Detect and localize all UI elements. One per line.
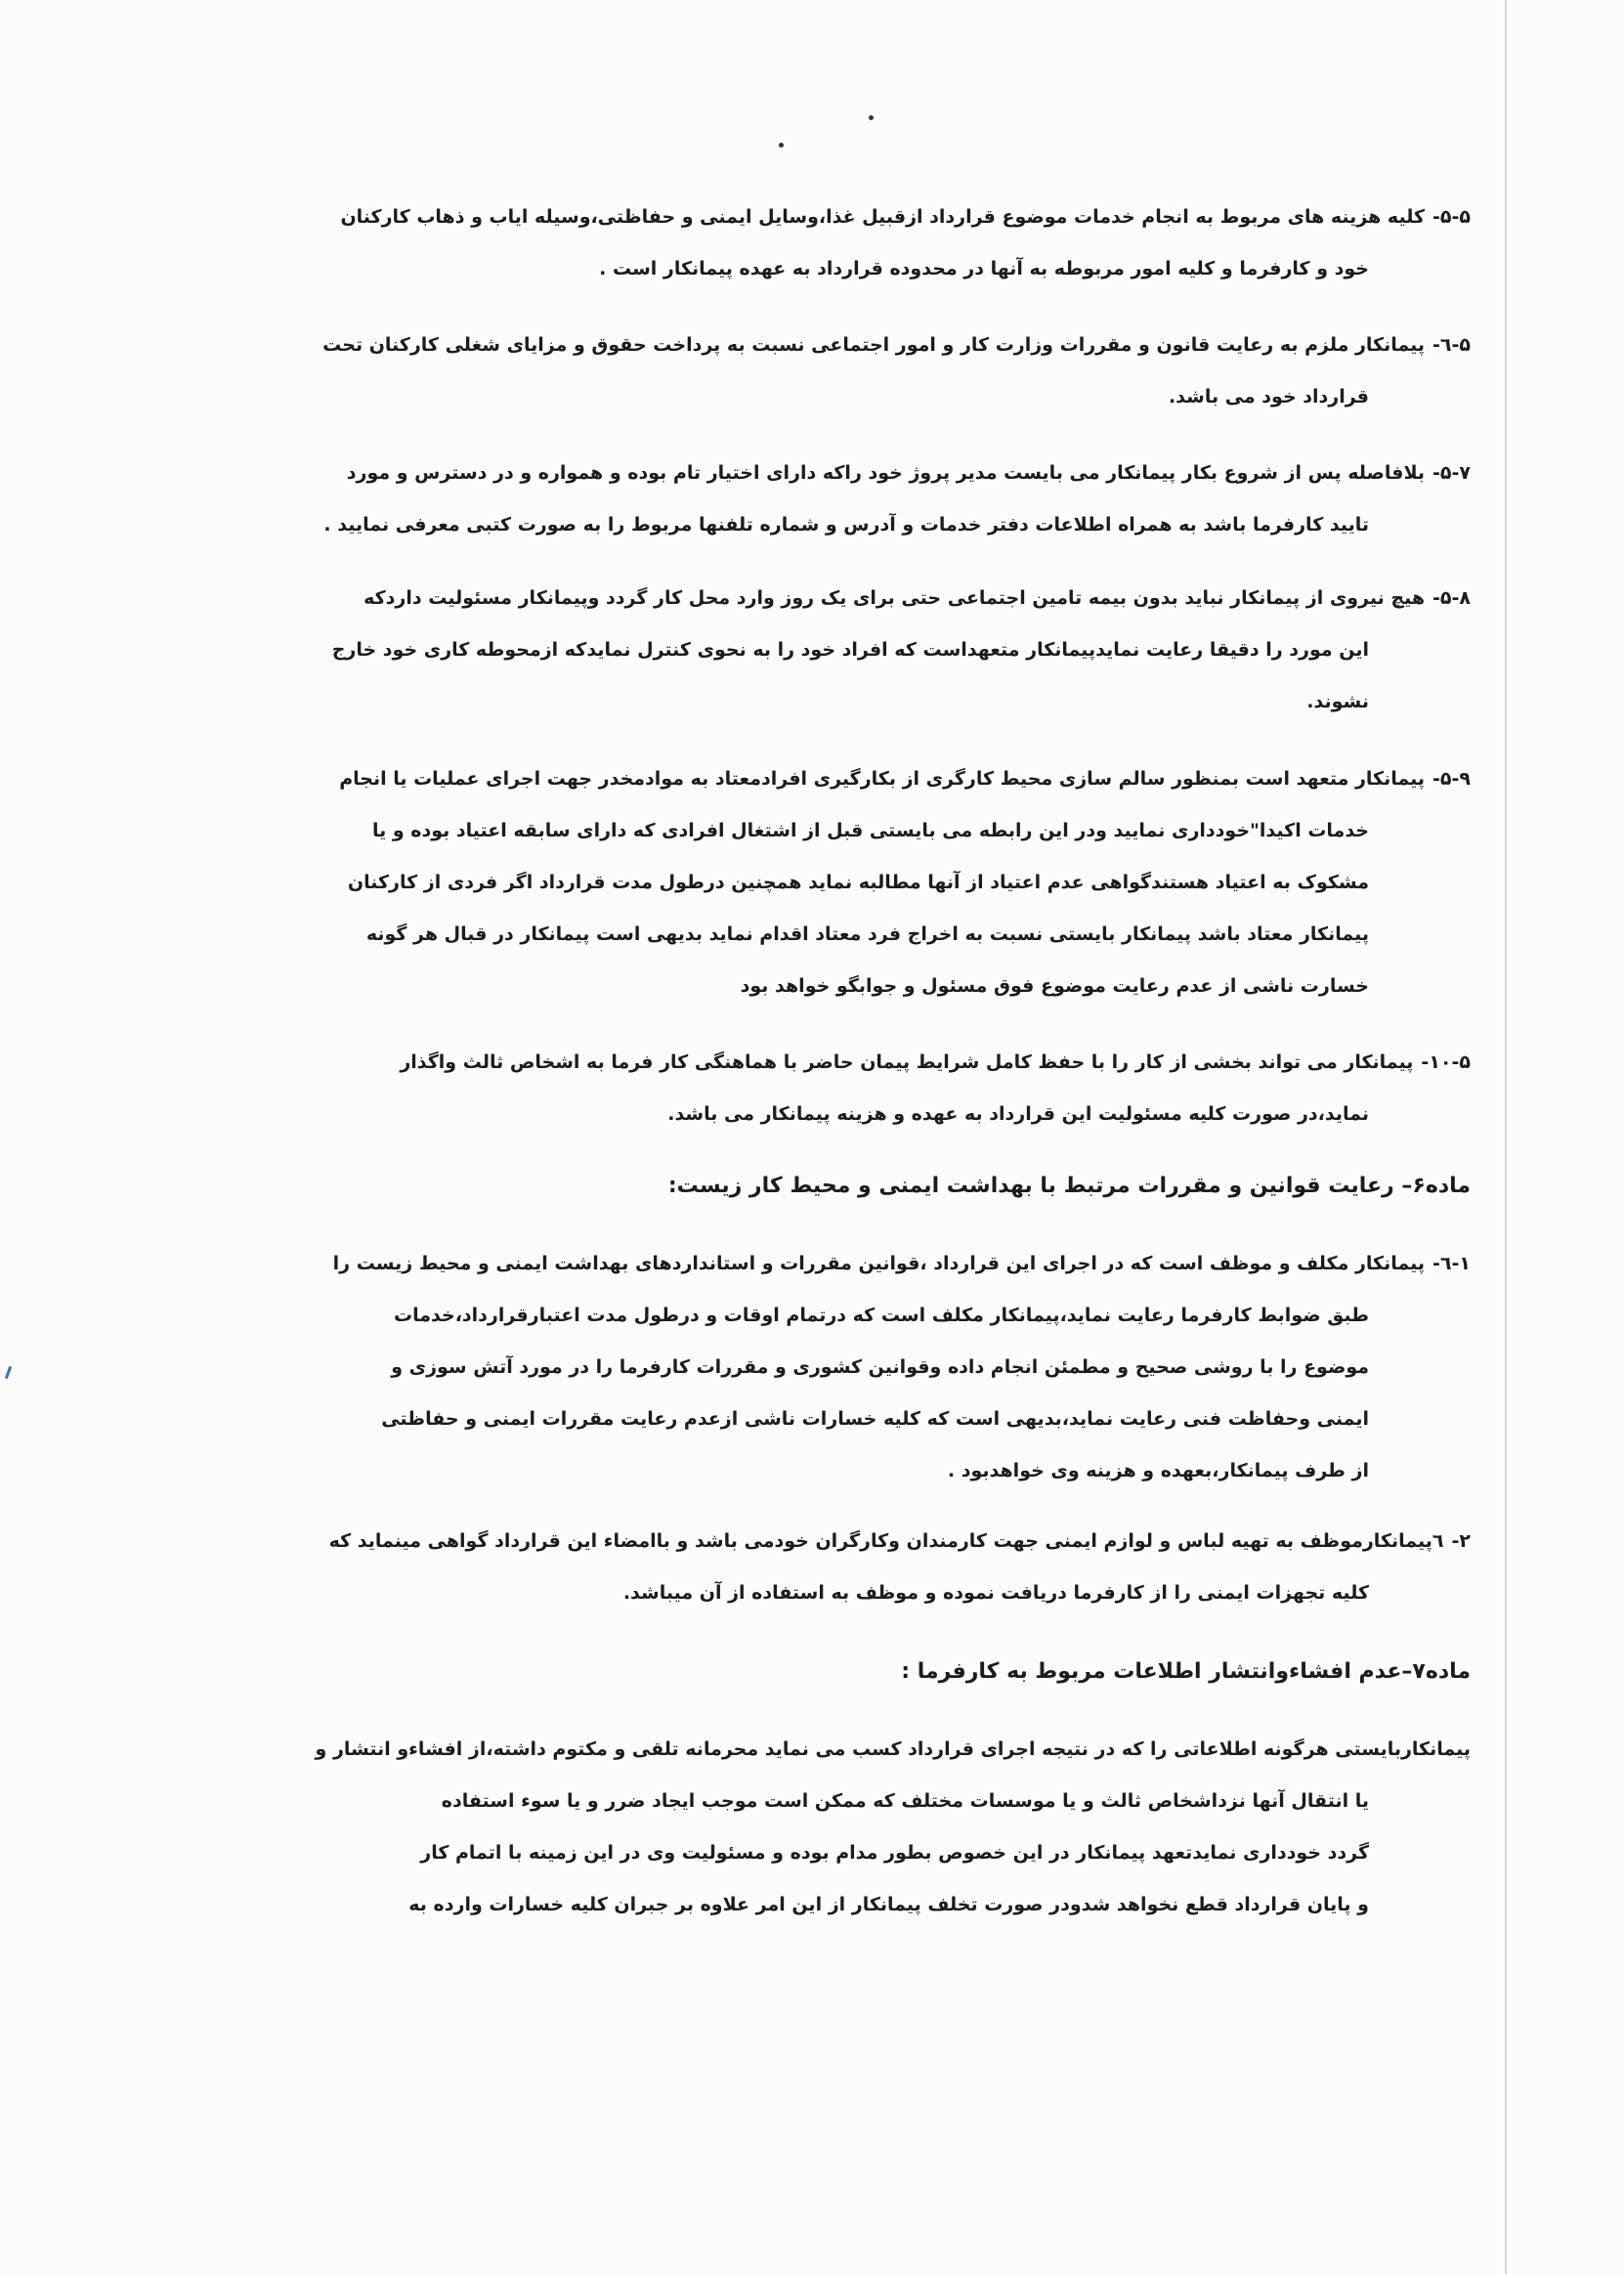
clause-line: پیمانکار ملزم به رعایت قانون و مقررات وزارت کار و امور اجتماعی نسبت به پرداخت حقوق و مزایای شغلی کارکنان تحت: [322, 334, 1425, 356]
clause-line: بلافاصله پس از شروع بکار پیمانکار می بایست مدیر پروژ خود راکه دارای اختیار تام بوده و همواره و در دسترس و مورد: [346, 462, 1426, 484]
clause-5-10: [400, 1037, 1471, 1140]
clause-6-2: [329, 1516, 1471, 1619]
clause-line: خسارت ناشی از عدم رعایت موضوع فوق مسئول و جوابگو خواهد بود: [740, 975, 1369, 997]
article-6-heading: ماده۶– رعایت قوانین و مقررات مرتبط با بهداشت ایمنی و محیط کار زیست:: [667, 1174, 1471, 1198]
clause-5-5: [340, 192, 1471, 295]
clause-number: ۱-٦-: [1432, 1253, 1471, 1274]
clause-line: ٦پیمانکارموظف به تهیه لباس و لوازم ایمنی جهت کارمندان وکارگران خودمی باشد و باامضاء این قرارداد گواهی مینماید که: [328, 1530, 1444, 1552]
article-7-body: [316, 1724, 1471, 1931]
clause-number: ۵-۸-: [1432, 587, 1471, 609]
paragraph-line: یا انتقال آنها نزداشخاص ثالث و یا موسسات مختلف که ممکن است موجب ایجاد ضرر و یا سوء استفاده: [441, 1790, 1369, 1812]
clause-line: قرارداد خود می باشد.: [1168, 386, 1369, 408]
clause-line: پیمانکار می تواند بخشی از کار را با حفظ کامل شرایط پیمان حاضر با هماهنگی کار فرما به اشخاص ثالث واگذار: [400, 1051, 1414, 1073]
clause-line: پیمانکار معتاد باشد پیمانکار بایستی نسبت به اخراج فرد معتاد اقدام نماید بدیهی است پیمانکار در قبال هر گونه: [365, 923, 1369, 945]
paragraph-line: و پایان قرارداد قطع نخواهد شدودر صورت تخلف پیمانکار از این امر علاوه بر جبران کلیه خسارات وارده به: [408, 1894, 1369, 1915]
speck-mark: [869, 115, 874, 120]
speck-mark: [779, 143, 784, 148]
clause-number: ۵-۹-: [1432, 768, 1471, 790]
clause-line: نشوند.: [1306, 691, 1369, 712]
clause-number: ۱۰-۵-: [1421, 1051, 1471, 1073]
clause-number: ۵-۵-: [1432, 206, 1471, 228]
clause-line: نماید،در صورت کلیه مسئولیت این قرارداد به عهده و هزینه پیمانکار می باشد.: [667, 1103, 1369, 1125]
clause-5-7: [323, 448, 1471, 551]
clause-5-8: [332, 573, 1471, 728]
clause-line: از طرف پیمانکار،بعهده و هزینه وی خواهدبود .: [947, 1460, 1369, 1481]
clause-6-1: [333, 1238, 1471, 1497]
article-7-heading: ماده۷–عدم افشاءوانتشار اطلاعات مربوط به کارفرما :: [901, 1659, 1471, 1684]
clause-line: موضوع را با روشی صحیح و مطمئن انجام داده وقوانین کشوری و مقررات کارفرما را در مورد آتش سوزی و: [391, 1356, 1369, 1378]
clause-number: ۲-: [1451, 1530, 1471, 1552]
clause-line: کلیه تجهزات ایمنی را از کارفرما دریافت نموده و موظف به استفاده از آن میباشد.: [622, 1582, 1369, 1604]
clause-line: پیمانکار مکلف و موظف است که در اجرای این قرارداد ،قوانین مقررات و استانداردهای بهداشت ایمنی و محیط زیست را: [332, 1253, 1425, 1274]
clause-line: پیمانکار متعهد است بمنظور سالم سازی محیط کارگری از بکارگیری افرادمعتاد به موادمخدر جهت اجرای عملیات یا انجام: [339, 768, 1426, 790]
clause-line: ایمنی وحفاظت فنی رعایت نماید،بدیهی است که کلیه خسارات ناشی ازعدم رعایت مقررات ایمنی و حفاظتی: [381, 1408, 1369, 1430]
clause-line: این مورد را دقیقا رعایت نمایدپیمانکار متعهداست که افراد خود را به نحوی کنترل نمایدکه ازمحوطه کاری خود خارج: [331, 639, 1369, 661]
clause-line: مشکوک به اعتیاد هستندگواهی عدم اعتیاد از آنها مطالبه نماید همچنین درطول مدت قرارداد اگر فردی از کارکنان: [347, 872, 1369, 893]
clause-number: ۵-٦-: [1432, 334, 1471, 356]
clause-line: طبق ضوابط کارفرما رعایت نماید،پیمانکار مکلف است که درتمام اوقات و درطول مدت اعتبارقرارداد،خدمات: [394, 1305, 1369, 1326]
clause-line: هیچ نیروی از پیمانکار نباید بدون بیمه تامین اجتماعی حتی برای یک روز وارد محل کار گردد وپیمانکار مسئولیت داردکه: [363, 587, 1426, 609]
clause-line: خود و کارفرما و کلیه امور مربوطه به آنها در محدوده قرارداد به عهده پیمانکار است .: [599, 258, 1369, 279]
clause-number: ۵-۷-: [1432, 462, 1471, 484]
paragraph-line: پیمانکاربایستی هرگونه اطلاعاتی را که در نتیجه اجرای قرارداد کسب می نماید محرمانه تلقی و مکتوم داشته،از افشاءو انتشار و: [315, 1738, 1471, 1760]
clause-line: تایید کارفرما باشد به همراه اطلاعات دفتر خدمات و آدرس و شماره تلفنها مربوط را به صورت کتبی معرفی نمایید .: [323, 514, 1369, 536]
clause-line: کلیه هزینه های مربوط به انجام خدمات موضوع قرارداد ازقبیل غذا،وسایل ایمنی و حفاظتی،وسیله ایاب و ذهاب کارکنان: [340, 206, 1426, 228]
clause-line: خدمات اکیدا"خودداری نمایید ودر این رابطه می بایستی قبل از اشتغال افرادی که دارای سابقه اعتیاد بوده و یا: [371, 820, 1369, 841]
clause-5-9: [339, 753, 1471, 1012]
pen-mark: [5, 1366, 12, 1379]
page-edge-line: [1505, 0, 1507, 2274]
paragraph-line: گردد خودداری نمایدتعهد پیمانکار در این خصوص بطور مدام بوده و مسئولیت وی در این زمینه با اتمام کار: [420, 1842, 1369, 1864]
clause-5-6: [322, 320, 1471, 423]
